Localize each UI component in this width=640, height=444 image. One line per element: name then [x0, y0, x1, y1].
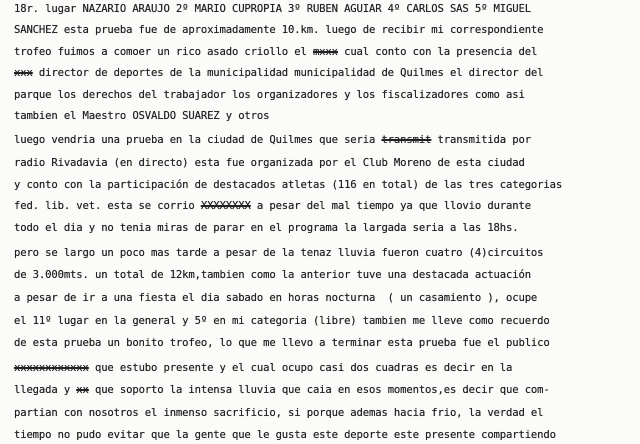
text-line	[14, 65, 543, 81]
line-text: de 3.000mts. un total de 12km,tambien como la anterior tuve una destacada actuación	[14, 269, 531, 281]
line-text: tiempo no pudo evitar que la gente que le gusta este deporte este presente compartiendo	[14, 429, 556, 441]
text-line	[14, 290, 537, 306]
text-line	[14, 220, 518, 236]
text-line	[14, 198, 531, 214]
line-text: luego vendria una prueba en la ciudad de Quilmes que seria	[14, 134, 382, 146]
text-line	[14, 427, 556, 443]
line-text: todo el dia y no tenia miras de parar en el programa la largada seria a las 18hs.	[14, 222, 519, 234]
struck-out-text: XXXXXXXX	[200, 200, 251, 212]
text-line	[14, 360, 512, 376]
line-text: parque los derechos del trabajador los organizadores y los fiscalizadores como asi	[14, 89, 525, 101]
line-text: que soporto la intensa lluvia que caia en esos momentos,es decir que com-	[88, 384, 550, 396]
line-text: radio Rivadavia (en directo) esta fue organizada por el Club Moreno de esta ciudad	[14, 157, 525, 169]
line-text: pero se largo un poco mas tarde a pesar de la tenaz lluvia fueron cuatro (4)circuitos	[14, 247, 544, 259]
text-line	[14, 87, 525, 103]
line-text: director de deportes de la municipalidad municipalidad de Quilmes el director del	[32, 67, 544, 79]
text-line	[14, 22, 543, 38]
struck-out-text: xx	[76, 384, 89, 396]
text-line	[14, 132, 531, 148]
line-text: y conto con la participación de destacados atletas (116 en total) de las tres categorias	[14, 179, 563, 191]
line-text: el 11º lugar en la general y 5º en mi categoria (libre) tambien me lleve como recuerdo	[14, 315, 550, 327]
text-line	[14, 382, 550, 398]
struck-out-text: mxxx	[312, 46, 338, 58]
text-line	[14, 405, 543, 421]
line-text: SANCHEZ esta prueba fue de aproximadamente 10.km. luego de recibir mi correspondiente	[14, 24, 544, 36]
struck-out-text: xxxxxxxxxxxx	[14, 362, 89, 374]
text-line	[14, 267, 531, 283]
line-text: llegada y	[14, 384, 77, 396]
struck-out-text: transmit	[381, 134, 432, 146]
text-line	[14, 245, 543, 261]
text-line	[14, 313, 550, 329]
line-text: tambien el Maestro OSVALDO SUAREZ y otros	[14, 110, 270, 122]
line-text: fed. lib. vet. esta se corrio	[14, 200, 201, 212]
struck-out-text: xxx	[14, 67, 33, 79]
line-text: de esta prueba un bonito trofeo, lo que me llevo a terminar esta prueba fue el publico	[14, 337, 550, 349]
line-text: trofeo fuimos a comoer un rico asado criollo el	[14, 46, 313, 58]
text-line	[14, 44, 537, 60]
text-line	[14, 155, 525, 171]
line-text: cual conto con la presencia del	[337, 46, 538, 58]
line-text: a pesar del mal tiempo ya que llovio durante	[250, 200, 531, 212]
text-line	[14, 177, 562, 193]
text-line	[14, 108, 269, 124]
text-line	[14, 1, 531, 17]
line-text: transmitida por	[431, 134, 531, 146]
text-line	[14, 335, 550, 351]
line-text: partian con nosotros el inmenso sacrificio, si porque ademas hacia frio, la verdad el	[14, 407, 544, 419]
line-text: a pesar de ir a una fiesta el dia sabado en horas nocturna ( un casamiento ), ocupe	[14, 292, 538, 304]
line-text: 18r. lugar NAZARIO ARAUJO 2º MARIO CUPROPIA 3º RUBEN AGUIAR 4º CARLOS SAS 5º MIGUEL	[14, 3, 531, 15]
line-text: que estubo presente y el cual ocupo casi dos cuadras es decir en la	[88, 362, 513, 374]
